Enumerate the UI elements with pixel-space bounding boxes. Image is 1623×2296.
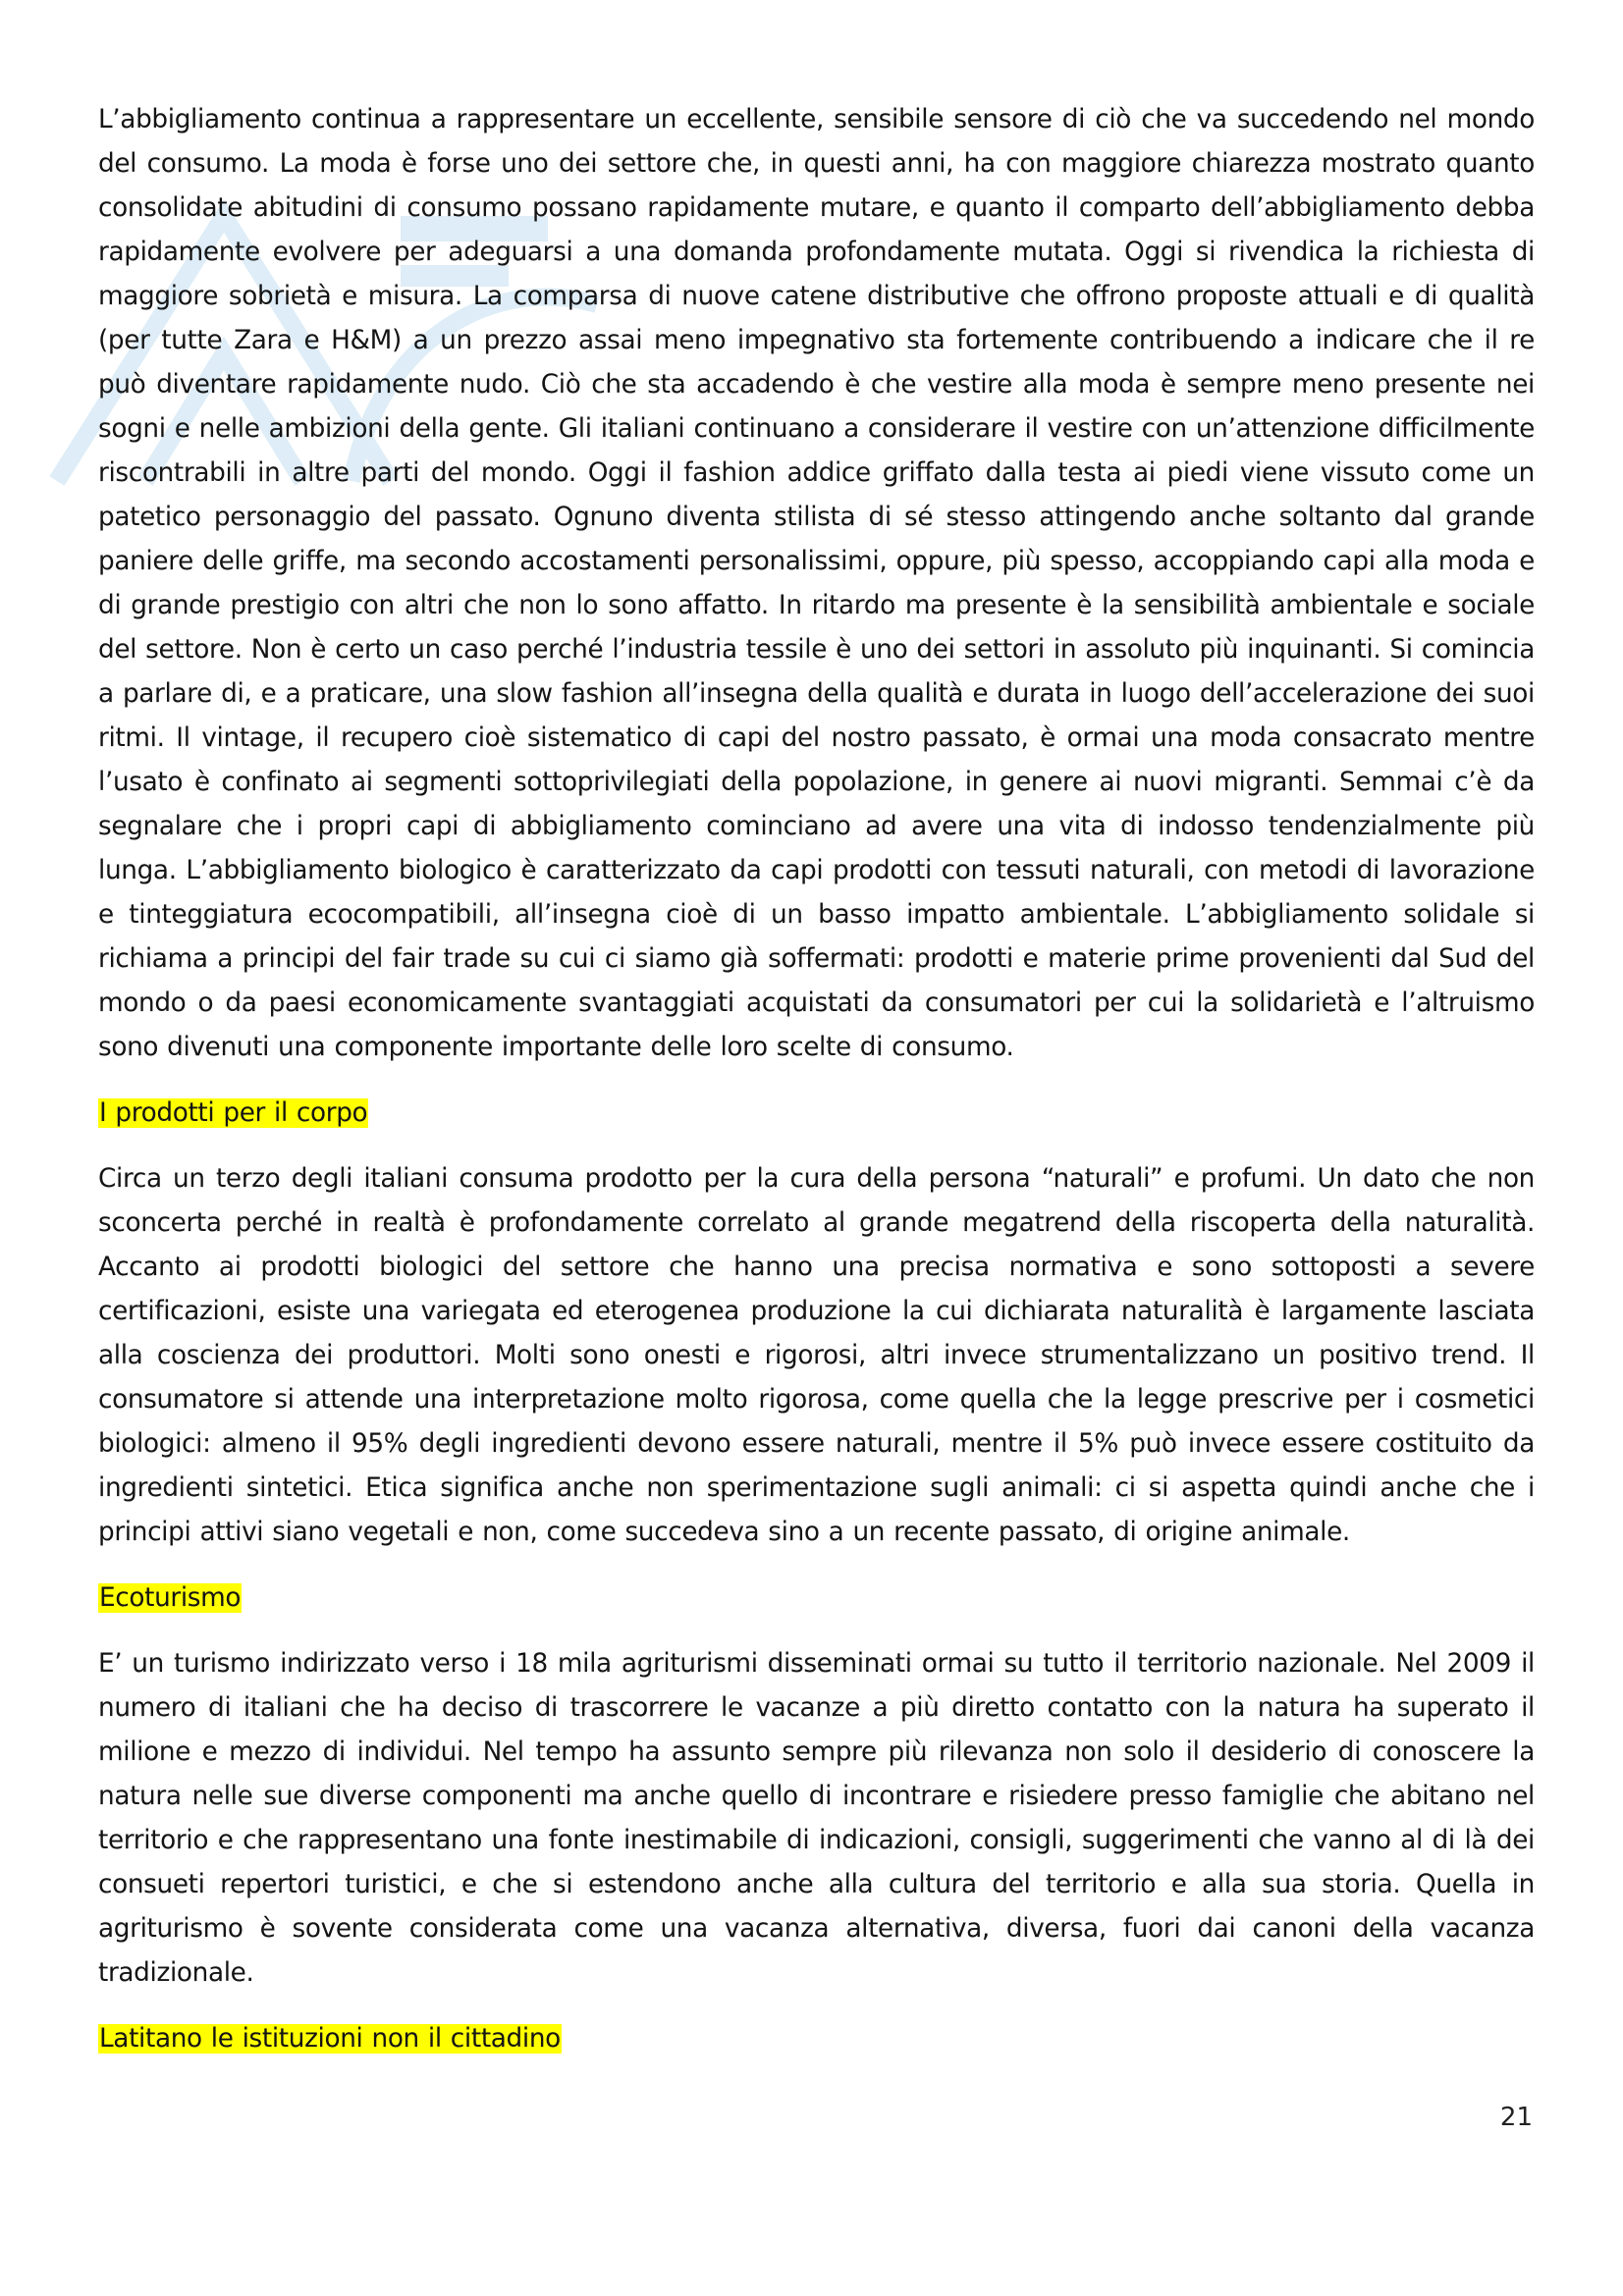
paragraph-abbigliamento: L’abbigliamento continua a rappresentare un eccellente, sensibile sensore di ciò che va succedendo nel mondo del consumo. La moda è forse uno dei settore che, in questi anni, ha con maggiore chiarezza mostrato quanto consolidate abitudini di consumo possano rapidamente mutare, e quanto il comparto dell’abbigliamento debba rapidamente evolvere per adeguarsi a una domanda profondamente mutata. Oggi si rivendica la richiesta di maggiore sobrietà e misura. La comparsa di nuove catene distributive che offrono proposte attuali e di qualità (per tutte Zara e H&M) a un prezzo assai meno impegnativo sta fortemente contribuendo a indicare che il re può diventare rapidamente nudo. Ciò che sta accadendo è che vestire alla moda è sempre meno presente nei sogni e nelle ambizioni della gente. Gli italiani continuano a considerare il vestire con un’attenzione difficilmente riscontrabili in altre parti del mondo. Oggi il fashion addice griffato dalla testa ai piedi viene vissuto come un patetico personaggio del passato. Ognuno diventa stilista di sé stesso attingendo anche soltanto dal grande paniere delle griffe, ma secondo accostamenti personalissimi, oppure, più spesso, accoppiando capi alla moda e di grande prestigio con altri che non lo sono affatto. In ritardo ma presente è la sensibilità ambientale e sociale del settore. Non è certo un caso perché l’industria tessile è uno dei settori in assoluto più inquinanti. Si comincia a parlare di, e a praticare, una slow fashion all’insegna della qualità e durata in luogo dell’accelerazione dei suoi ritmi. Il vintage, il recupero cioè sistematico di capi del nostro passato, è ormai una moda consacrato mentre l’usato è confinato ai segmenti sottoprivilegiati della popolazione, in genere ai nuovi migranti. Semmai c’è da segnalare che i propri capi di abbigliamento cominciano ad avere una vita di indosso tendenzialmente più lunga. L’abbigliamento biologico è caratterizzato da capi prodotti con tessuti naturali, con metodi di lavorazione e tinteggiatura ecocompatibili, all’insegna cioè di un basso impatto ambientale. L’abbigliamento solidale si richiama a principi del fair trade su cui ci siamo già soffermati: prodotti e materie prime provenienti dal Sud del mondo o da paesi economicamente svantaggiati acquistati da consumatori per cui la solidarietà e l’altruismo sono divenuti una componente importante delle loro scelte di consumo. — [98, 105, 1535, 1062]
section-heading-ecoturismo — [98, 1576, 1535, 1621]
heading-highlight: Ecoturismo — [99, 1583, 242, 1613]
page-number: 21 — [1499, 2103, 1533, 2132]
paragraph-prodotti-corpo: Circa un terzo degli italiani consuma prodotto per la cura della persona “naturali” e profumi. Un dato che non sconcerta perché in realtà è profondamente correlato al grande megatrend della riscoperta della naturalità. Accanto ai prodotti biologici del settore che hanno una precisa normativa e sono sottoposti a severe certificazioni, esiste una variegata ed eterogenea produzione la cui dichiarata naturalità è largamente lasciata alla coscienza dei produttori. Molti sono onesti e rigorosi, altri invece strumentalizzano un positivo trend. Il consumatore si attende una interpretazione molto rigorosa, come quella che la legge prescrive per i cosmetici biologici: almeno il 95% degli ingredienti devono essere naturali, mentre il 5% può invece essere costituito da ingredienti sintetici. Etica significa anche non sperimentazione sugli animali: ci si aspetta quindi anche che i principi attivi siano vegetali e non, come succedeva sino a un recente passato, di origine animale. — [98, 1164, 1535, 1547]
paragraph-ecoturismo: E’ un turismo indirizzato verso i 18 mila agriturismi disseminati ormai su tutto il territorio nazionale. Nel 2009 il numero di italiani che ha deciso di trascorrere le vacanze a più diretto contatto con la natura ha superato il milione e mezzo di individui. Nel tempo ha assunto sempre più rilevanza non solo il desiderio di conoscere la natura nelle sue diverse componenti ma anche quello di incontrare e risiedere presso famiglie che abitano nel territorio e che rappresentano una fonte inestimabile di indicazioni, consigli, suggerimenti che vanno al di là dei consueti repertori turistici, e che si estendono anche alla cultura del territorio e alla sua storia. Quella in agriturismo è sovente considerata come una vacanza alternativa, diversa, fuori dai canoni della vacanza tradizionale. — [98, 1649, 1535, 1988]
heading-highlight: Latitano le istituzioni non il cittadino — [99, 2024, 561, 2054]
section-heading-istituzioni — [98, 2017, 1535, 2061]
section-heading-prodotti-corpo — [98, 1092, 1535, 1136]
document-body — [98, 98, 1535, 2083]
heading-highlight: I prodotti per il corpo — [99, 1098, 368, 1128]
